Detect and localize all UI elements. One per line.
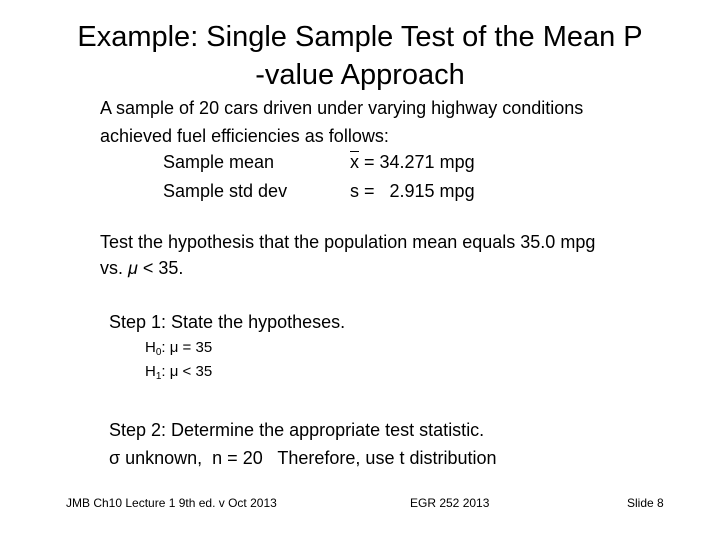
vs-suffix: < 35. [137, 258, 184, 278]
slide-title-line-2: -value Approach [255, 59, 465, 91]
mu-symbol: μ [128, 258, 138, 278]
sample-mean-label: Sample mean [163, 152, 275, 172]
null-hypothesis [145, 336, 212, 360]
sample-mean-formula [350, 148, 475, 176]
hypothesis-prompt-line-2 [100, 254, 183, 282]
sample-mean-value: = 34.271 mpg [359, 152, 475, 172]
s-symbol: s [350, 181, 359, 201]
h0-subscript: 0 [155, 347, 162, 358]
hypothesis-prompt-line-1: Test the hypothesis that the population mean equals 35.0 mpg [100, 232, 596, 252]
intro-line-1: A sample of 20 cars driven under varying highway conditions [100, 98, 584, 118]
x-bar-symbol: $\overline{x}$ [350, 152, 359, 172]
slide-title [20, 18, 700, 94]
footer-slide-number: Slide 8 [627, 496, 664, 510]
sample-std-value: = 2.915 mpg [359, 181, 475, 201]
footer-course-code: EGR 252 2013 [410, 496, 490, 510]
vs-prefix: vs. [100, 258, 129, 278]
h1-statement: : μ < 35 [161, 363, 213, 380]
step1-heading: Step 1: State the hypotheses. [109, 312, 346, 332]
slide-title-line-1: Example: Single Sample Test of the Mean P [77, 21, 643, 53]
intro-line-2: achieved fuel efficiencies as follows: [100, 126, 389, 146]
step2-heading: Step 2: Determine the appropriate test statistic. [109, 420, 485, 440]
step2-detail: σ unknown, n = 20 Therefore, use t distribution [109, 448, 497, 468]
sample-std-formula [350, 177, 475, 205]
h1-letter: H [145, 363, 156, 380]
h0-statement: : μ = 35 [161, 339, 213, 356]
sample-std-label: Sample std dev [163, 181, 288, 201]
h1-subscript: 1 [155, 371, 162, 382]
h0-letter: H [145, 339, 156, 356]
footer-course-info: JMB Ch10 Lecture 1 9th ed. v Oct 2013 [66, 496, 277, 510]
alternative-hypothesis [145, 360, 212, 384]
